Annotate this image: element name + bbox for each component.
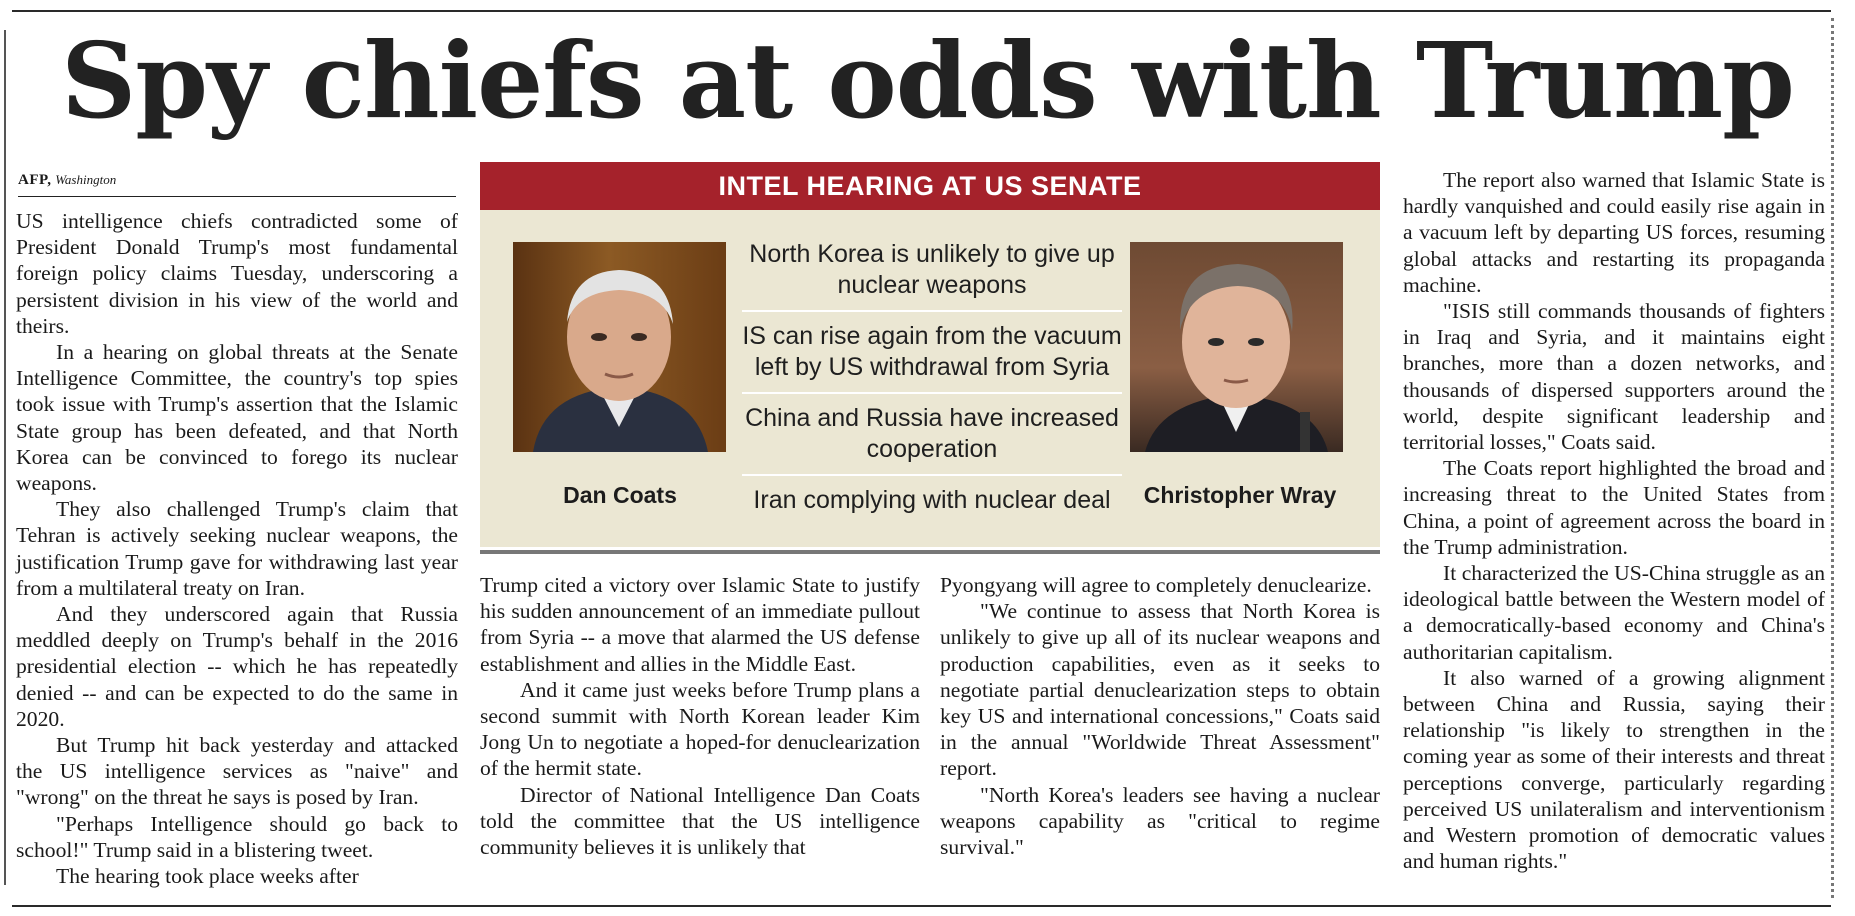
paragraph: They also challenged Trump's claim that Tehran is actively seeking nuclear weapons, the justification Trump gave for withdrawing last year from a multilateral treaty on Iran. [16,497,458,600]
paragraph: It characterized the US-China struggle as an ideological battle between the Western model of a democratically-based economy and China's authoritarian capitalism. [1403,561,1825,664]
infobox-title: INTEL HEARING AT US SENATE [480,162,1380,210]
byline-location: Washington [55,172,117,187]
infobox [480,162,1380,547]
article-column-1 [16,208,458,889]
paragraph: "ISIS still commands thousands of fighters in Iraq and Syria, and it maintains eight branches, more than a dozen networks, and thousands of dispersed supporters around the world, despite significant leadership and territorial losses," Coats said. [1403,299,1825,455]
paragraph: "We continue to assess that North Korea is unlikely to give up all of its nuclear weapons and production capabilities, even as it seeks to negotiate partial denuclearization steps to obtain key US and international concessions," Coats said in the annual "Worldwide Threat Assessment" report. [940,599,1380,781]
paragraph: And they underscored again that Russia meddled deeply on Trump's behalf in the 2016 presidential election -- which he has repeatedly denied -- and can be expected to do the same in 2020. [16,602,458,731]
dotted-rule [1831,18,1834,898]
paragraph: Director of National Intelligence Dan Coats told the committee that the US intelligence community believes it is unlikely that [480,782,920,860]
paragraph: And it came just weeks before Trump plans a second summit with North Korean leader Kim Jong Un to negotiate a hoped-for denuclearization of the hermit state. [480,677,920,781]
headline: Spy chiefs at odds with Trump [61,19,1794,142]
paragraph: "North Korea's leaders see having a nuclear weapons capability as "critical to regime survival." [940,782,1380,860]
article-column-2 [480,572,920,860]
byline [18,172,456,189]
christopher-wray-photo [1130,242,1343,452]
key-point: Iran complying with nuclear deal [742,474,1122,525]
article-column-4 [1403,167,1825,874]
portrait-image [513,242,726,452]
paragraph: The report also warned that Islamic State is hardly vanquished and could easily rise again in a vacuum left by departing US forces, resuming global attacks and restarting its propaganda machine. [1403,168,1825,297]
portrait-image [1130,242,1343,452]
paragraph: In a hearing on global threats at the Senate Intelligence Committee, the country's top spies took issue with Trump's assertion that the Islamic State group has been defeated, and that North Korea can be convinced to forego its nuclear weapons. [16,340,458,496]
paragraph: The hearing took place weeks after [56,864,359,889]
key-points [742,230,1122,525]
key-point: IS can rise again from the vacuum left by US withdrawal from Syria [742,310,1122,392]
paragraph: But Trump hit back yesterday and attacked the US intelligence services as "naive" and "wrong" on the threat he says is posed by Iran. [16,733,458,810]
paragraph: The Coats report highlighted the broad and increasing threat to the United States from China, a point of agreement across the board in the Trump administration. [1403,456,1825,559]
byline-rule [18,196,456,197]
infobox-rule [480,550,1380,554]
byline-agency: AFP, [18,172,52,188]
paragraph: Trump cited a victory over Islamic State to justify his sudden announcement of an immediate pullout from Syria -- a move that alarmed the US defense establishment and allies in the Middle East. [480,573,920,676]
christopher-wray-caption: Christopher Wray [1143,482,1337,508]
key-point: China and Russia have increased cooperation [742,392,1122,474]
article-column-3 [940,572,1380,860]
paragraph: US intelligence chiefs contradicted some of President Donald Trump's most fundamental foreign policy claims Tuesday, underscoring a persistent division in his view of the world and theirs. [16,209,458,338]
left-rule [4,30,6,885]
key-point: North Korea is unlikely to give up nuclear weapons [749,240,1115,299]
paragraph: It also warned of a growing alignment between China and Russia, saying their relationship "is likely to strengthen in the coming year as some of their interests and threat perceptions converge, particularly regarding perceived US unilateralism and interventionism and Western promotion of democratic values and human rights." [1403,665,1825,874]
dan-coats-caption: Dan Coats [563,482,677,508]
bottom-rule [12,905,1831,907]
dan-coats-photo [513,242,726,452]
paragraph: Pyongyang will agree to completely denuclearize. [940,573,1372,597]
paragraph: "Perhaps Intelligence should go back to school!" Trump said in a blistering tweet. [16,811,458,862]
